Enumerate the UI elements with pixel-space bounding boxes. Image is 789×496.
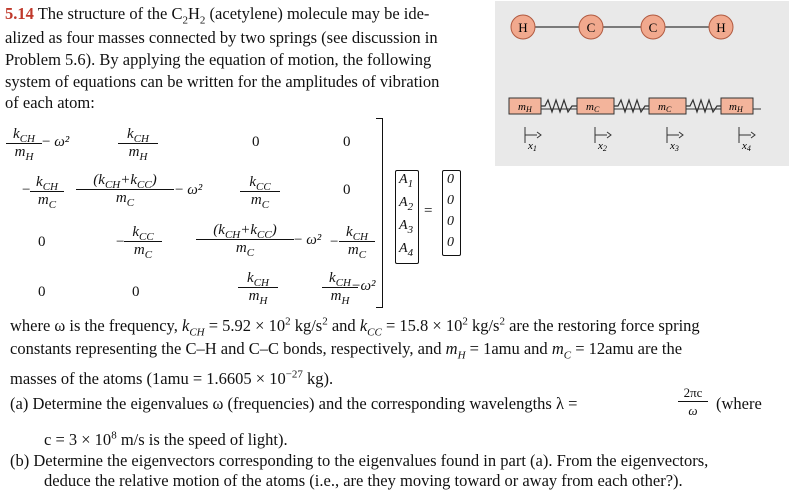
problem-number: 5.14 (5, 4, 34, 23)
spring-1 (541, 100, 577, 112)
amp-a3: $A_3$ (399, 218, 414, 236)
displacement-markers (525, 127, 755, 153)
part-a: (a) Determine the eigenvalues ω (frequencies) and the corresponding wavelengths λ = (10, 394, 578, 413)
figure-svg (495, 1, 789, 166)
m21-minus: − (22, 182, 31, 198)
part-a-c-line: $c = 3 \times 10^8$ m/s is the speed of light). (44, 429, 288, 449)
atom-c-left (579, 15, 603, 39)
part-b-line-1: (b) Determine the eigenvectors corresponding to the eigenvalues found in part (a). From the eigenvectors, (10, 451, 709, 470)
mass-label-2: mC (586, 101, 600, 114)
amp-a1: $A_1$ (399, 172, 414, 190)
m31-zero: 0 (38, 234, 46, 250)
m42-zero: 0 (132, 284, 140, 300)
m44-omega: −ω² (352, 278, 376, 294)
mass-label-1: mH (518, 101, 532, 114)
m11-frac: $k_{CH}$ $m_H$ (6, 126, 42, 161)
matrix-bracket-right (376, 118, 383, 308)
m14-zero: 0 (343, 134, 351, 150)
equals-sign: = (424, 203, 433, 219)
rhs-1: 0 (447, 193, 454, 208)
m22-frac: $(k_{CH}+k_{CC})$ $m_C$ (76, 172, 174, 207)
intro-text-1b: H (188, 4, 200, 23)
disp-label-2: x2 (598, 140, 607, 153)
amp-a2: $A_2$ (399, 195, 414, 213)
atom-h-right (709, 15, 733, 39)
m23-frac: $k_{CC}$ $m_C$ (240, 174, 280, 209)
atom-h-left (511, 15, 535, 39)
m32-minus: − (116, 234, 125, 250)
atom-label-3: C (648, 20, 658, 35)
problem-intro-line-1: 5.14 The structure of the $C_2H_2$ (acetylene) molecule may be ide- (5, 4, 430, 27)
m34-minus: − (330, 234, 339, 250)
rhs-3: 0 (447, 235, 454, 250)
spring-3 (686, 100, 721, 112)
m32-frac: $k_{CC}$ $m_C$ (124, 224, 162, 259)
problem-intro-line-4: system of equations can be written for the amplitudes of vibration (5, 72, 440, 91)
body-line-3: masses of the atoms ($1amu = 1.6605 \times 10^{-27}$ kg). (10, 368, 334, 388)
m41-zero: 0 (38, 284, 46, 300)
part-b-line-2: deduce the relative motion of the atoms (i.e., are they moving toward or away from each other?). (44, 471, 683, 490)
problem-intro-line-3: Problem 5.6). By applying the equation of motion, the following (5, 50, 432, 69)
intro-text-1c: (acetylene) molecule may be ide- (205, 4, 430, 23)
mass-label-3: mC (658, 101, 672, 114)
atom-label-1: H (518, 20, 528, 35)
m33-frac: $(k_{CH}+k_{CC})$ $m_C$ (196, 222, 294, 257)
m12-frac: $k_{CH}$ $m_H$ (118, 126, 158, 161)
rhs-0: 0 (447, 172, 454, 187)
amp-a4: $A_4$ (399, 241, 414, 259)
rhs-2: 0 (447, 214, 454, 229)
atom-c-right (641, 15, 665, 39)
part-a-where: (where (716, 394, 762, 413)
m34-frac: $k_{CH}$ $m_C$ (339, 224, 375, 259)
intro-text-1: The structure of the C (37, 4, 183, 23)
m24-zero: 0 (343, 182, 351, 198)
atom-label-2: C (586, 20, 596, 35)
m21-frac: $k_{CH}$ $m_C$ (30, 174, 64, 209)
problem-intro-line-5: of each atom: (5, 93, 95, 112)
m33-omega: − ω² (294, 232, 322, 248)
m44-frac: $k_{CH}$ $m_H$ (322, 270, 358, 305)
mass-label-4: mH (729, 101, 743, 114)
m43-frac: $k_{CH}$ $m_H$ (238, 270, 278, 305)
body-line-1: where ω is the frequency, $k_{CH} = 5.92 \times 10^2$ $kg/s^2$ and $k_{CC} = 15.8 \times 10^2$ $kg/s^2$ are the restoring force spring (10, 315, 700, 339)
mass-spring-row (509, 98, 761, 114)
problem-intro-line-2: alized as four masses connected by two springs (see discussion in (5, 28, 438, 47)
spring-2 (614, 100, 649, 112)
body-line-2: constants representing the C–H and C–C bonds, respectively, and $m_H = 1amu$ and $m_C = 12amu$ are the (10, 339, 683, 362)
m11-omega: − ω² (42, 134, 70, 150)
m22-omega: − ω² (175, 182, 203, 198)
disp-label-1: x1 (528, 140, 537, 153)
m13-zero: 0 (252, 134, 260, 150)
acetylene-figure (495, 1, 789, 166)
disp-label-4: x4 (742, 140, 751, 153)
atom-label-4: H (716, 20, 726, 35)
lambda-fraction: $\frac{2\pi c}{\omega}$ (678, 384, 708, 419)
disp-label-3: x3 (670, 140, 679, 153)
